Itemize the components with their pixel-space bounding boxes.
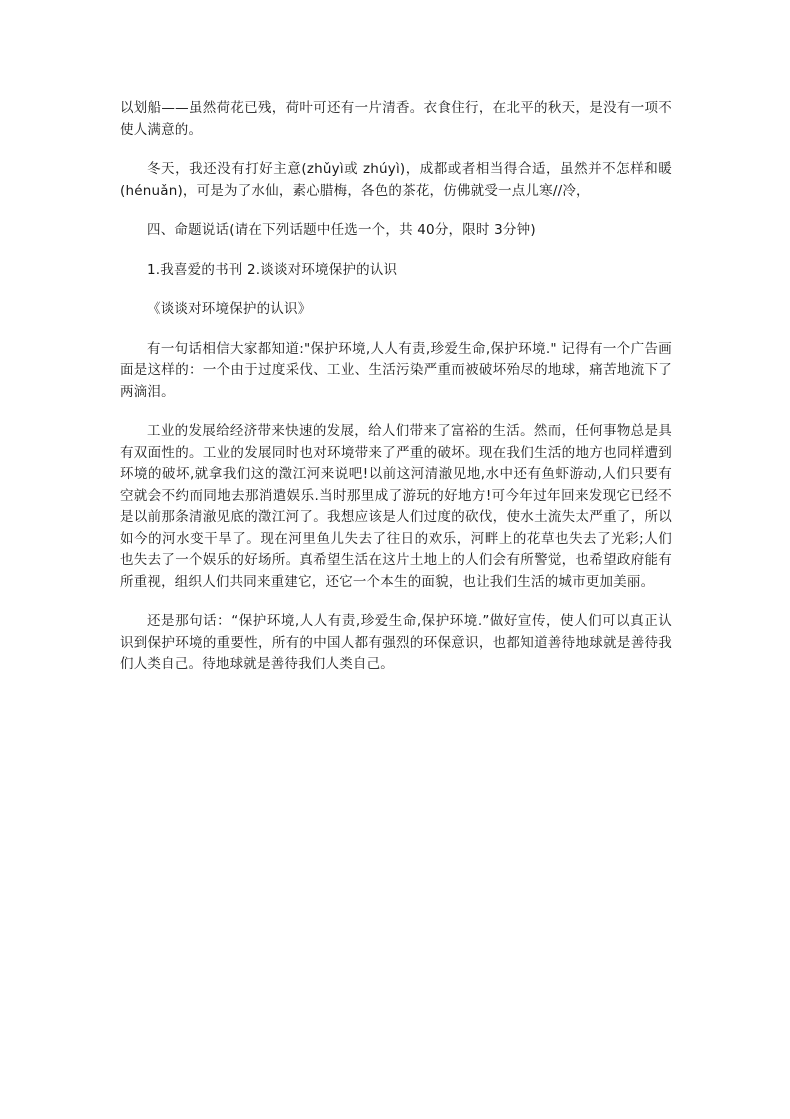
document-page [120, 98, 672, 676]
section-heading-topic-speech: 四、命题说话(请在下列话题中任选一个，共 40分，限时 3分钟) [147, 222, 536, 238]
topic-options: 1.我喜爱的书刊 2.谈谈对环境保护的认识 [147, 261, 398, 278]
paragraph-intro: 有一句话相信大家都知道:"保护环境,人人有责,珍爱生命,保护环境." 记得有一个广告画面是这样的：一个由于过度采伐、工业、生活污染严重而被破坏殆尽的地球，痛苦地流下了两滴泪。 [120, 340, 672, 400]
paragraph-gap [120, 202, 672, 220]
essay-title: 《谈谈对环境保护的认识》 [147, 301, 312, 317]
paragraph-gap [120, 141, 672, 159]
paragraph-autumn-end: 以划船——虽然荷花已残，荷叶可还有一片清香。衣食住行，在北平的秋天，是没有一项不使人满意的。 [120, 100, 672, 138]
paragraph-gap [120, 403, 672, 421]
paragraph-gap [120, 242, 672, 260]
paragraph-conclusion: 还是那句话：“保护环境,人人有责,珍爱生命,保护环境.”做好宣传，使人们可以真正认识到保护环境的重要性，所有的中国人都有强烈的环保意识，也都知道善待地球就是善待我们人类自己。待地球就是善待我们人类自己。 [120, 613, 672, 672]
paragraph-gap [120, 593, 672, 611]
paragraph-winter: 冬天，我还没有打好主意(zhǔyì或 zhúyì)，成都或者相当得合适，虽然并不怎样和暖(hénuǎn)，可是为了水仙，素心腊梅，各色的茶花，仿佛就受一点儿寒//冷， [120, 161, 672, 199]
paragraph-gap [120, 321, 672, 339]
paragraph-body: 工业的发展给经济带来快速的发展，给人们带来了富裕的生活。然而，任何事物总是具有双面性的。工业的发展同时也对环境带来了严重的破坏。现在我们生活的地方也同样遭到环境的破坏,就拿我们这的澂江河来说吧!以前这河清澈见地,水中还有鱼虾游动,人们只要有空就会不约而同地去那消遣娱乐.当时那里成了游玩的好地方!可今年过年回来发现它已经不是以前那条清澈见底的澂江河了。我想应该是人们过度的砍伐，使水土流失太严重了，所以如今的河水变干旱了。现在河里鱼儿失去了往日的欢乐，河畔上的花草也失去了光彩;人们也失去了一个娱乐的好场所。真希望生活在这片土地上的人们会有所警觉，也希望政府能有所重视，组织人们共同来重建它，还它一个本生的面貌，也让我们生活的城市更加美丽。 [120, 423, 672, 590]
paragraph-gap [120, 281, 672, 299]
